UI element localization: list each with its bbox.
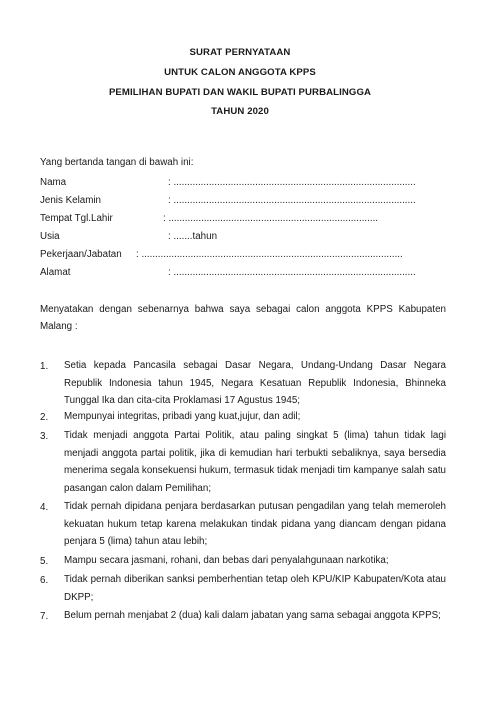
field-label-jenis-kelamin: Jenis Kelamin xyxy=(40,195,101,206)
field-value-usia: : .......tahun xyxy=(168,231,218,242)
title-line-1: SURAT PERNYATAAN xyxy=(189,47,291,58)
intro-text: Yang bertanda tangan di bawah ini: xyxy=(40,157,194,168)
title-line-3: PEMILIHAN BUPATI DAN WAKIL BUPATI PURBALINGGA xyxy=(108,87,372,98)
list-item: Belum pernah menjabat 2 (dua) kali dalam jabatan yang sama sebagai anggota KPPS; xyxy=(64,610,441,621)
item-number: 1. xyxy=(40,361,49,372)
field-label-usia: Usia xyxy=(40,231,60,242)
item-number: 7. xyxy=(40,611,49,622)
field-value-pekerjaan: : ................................................................................................ xyxy=(136,249,403,260)
field-value-tempat-tgl-lahir: : ............................................................................. xyxy=(163,213,379,224)
list-item: Tidak pernah dipidana penjara berdasarkan putusan pengadilan yang telah memeroleh kekuatan hukum tetap karena melakukan tindak pidana yang diancam dengan pidana penjara 5 (lima) tahun atau lebih; xyxy=(64,501,446,547)
list-item: Mempunyai integritas, pribadi yang kuat,jujur, dan adil; xyxy=(64,411,301,422)
field-value-jenis-kelamin: : ......................................................................................... xyxy=(168,195,416,206)
item-number: 2. xyxy=(40,412,49,423)
title-line-2: UNTUK CALON ANGGOTA KPPS xyxy=(164,67,316,78)
item-number: 6. xyxy=(40,575,49,586)
field-label-alamat: Alamat xyxy=(40,267,71,278)
item-number: 4. xyxy=(40,502,49,513)
item-number: 3. xyxy=(40,431,49,442)
field-value-nama: : ......................................................................................... xyxy=(168,177,416,188)
field-value-alamat: : ......................................................................................... xyxy=(168,267,416,278)
item-number: 5. xyxy=(40,556,49,567)
list-item: Tidak menjadi anggota Partai Politik, atau paling singkat 5 (lima) tahun tidak lagi menjadi anggota partai politik, jika di kemudian hari terbukti sebaliknya, saya bersedia menerima segala konsekuensi hukum, termasuk tidak menjadi tim kampanye salah satu pasangan calon dalam Pemilihan; xyxy=(64,430,446,494)
list-item: Setia kepada Pancasila sebagai Dasar Negara, Undang-Undang Dasar Negara Republik Indonesia tahun 1945, Negara Kesatuan Republik Indonesia, Bhinneka Tunggal Ika dan cita-cita Proklamasi 17 Agustus 1945; xyxy=(64,360,446,406)
title-line-4: TAHUN 2020 xyxy=(211,106,269,117)
list-item: Tidak pernah diberikan sanksi pemberhentian tetap oleh KPU/KIP Kabupaten/Kota atau DKPP; xyxy=(64,574,446,603)
field-label-nama: Nama xyxy=(40,177,67,188)
statement-paragraph: Menyatakan dengan sebenarnya bahwa saya sebagai calon anggota KPPS Kabupaten Malang : xyxy=(40,304,446,332)
list-item: Mampu secara jasmani, rohani, dan bebas dari penyalahgunaan narkotika; xyxy=(64,555,389,566)
field-label-pekerjaan: Pekerjaan/Jabatan xyxy=(40,249,122,260)
field-label-tempat-tgl-lahir: Tempat Tgl.Lahir xyxy=(40,213,113,224)
